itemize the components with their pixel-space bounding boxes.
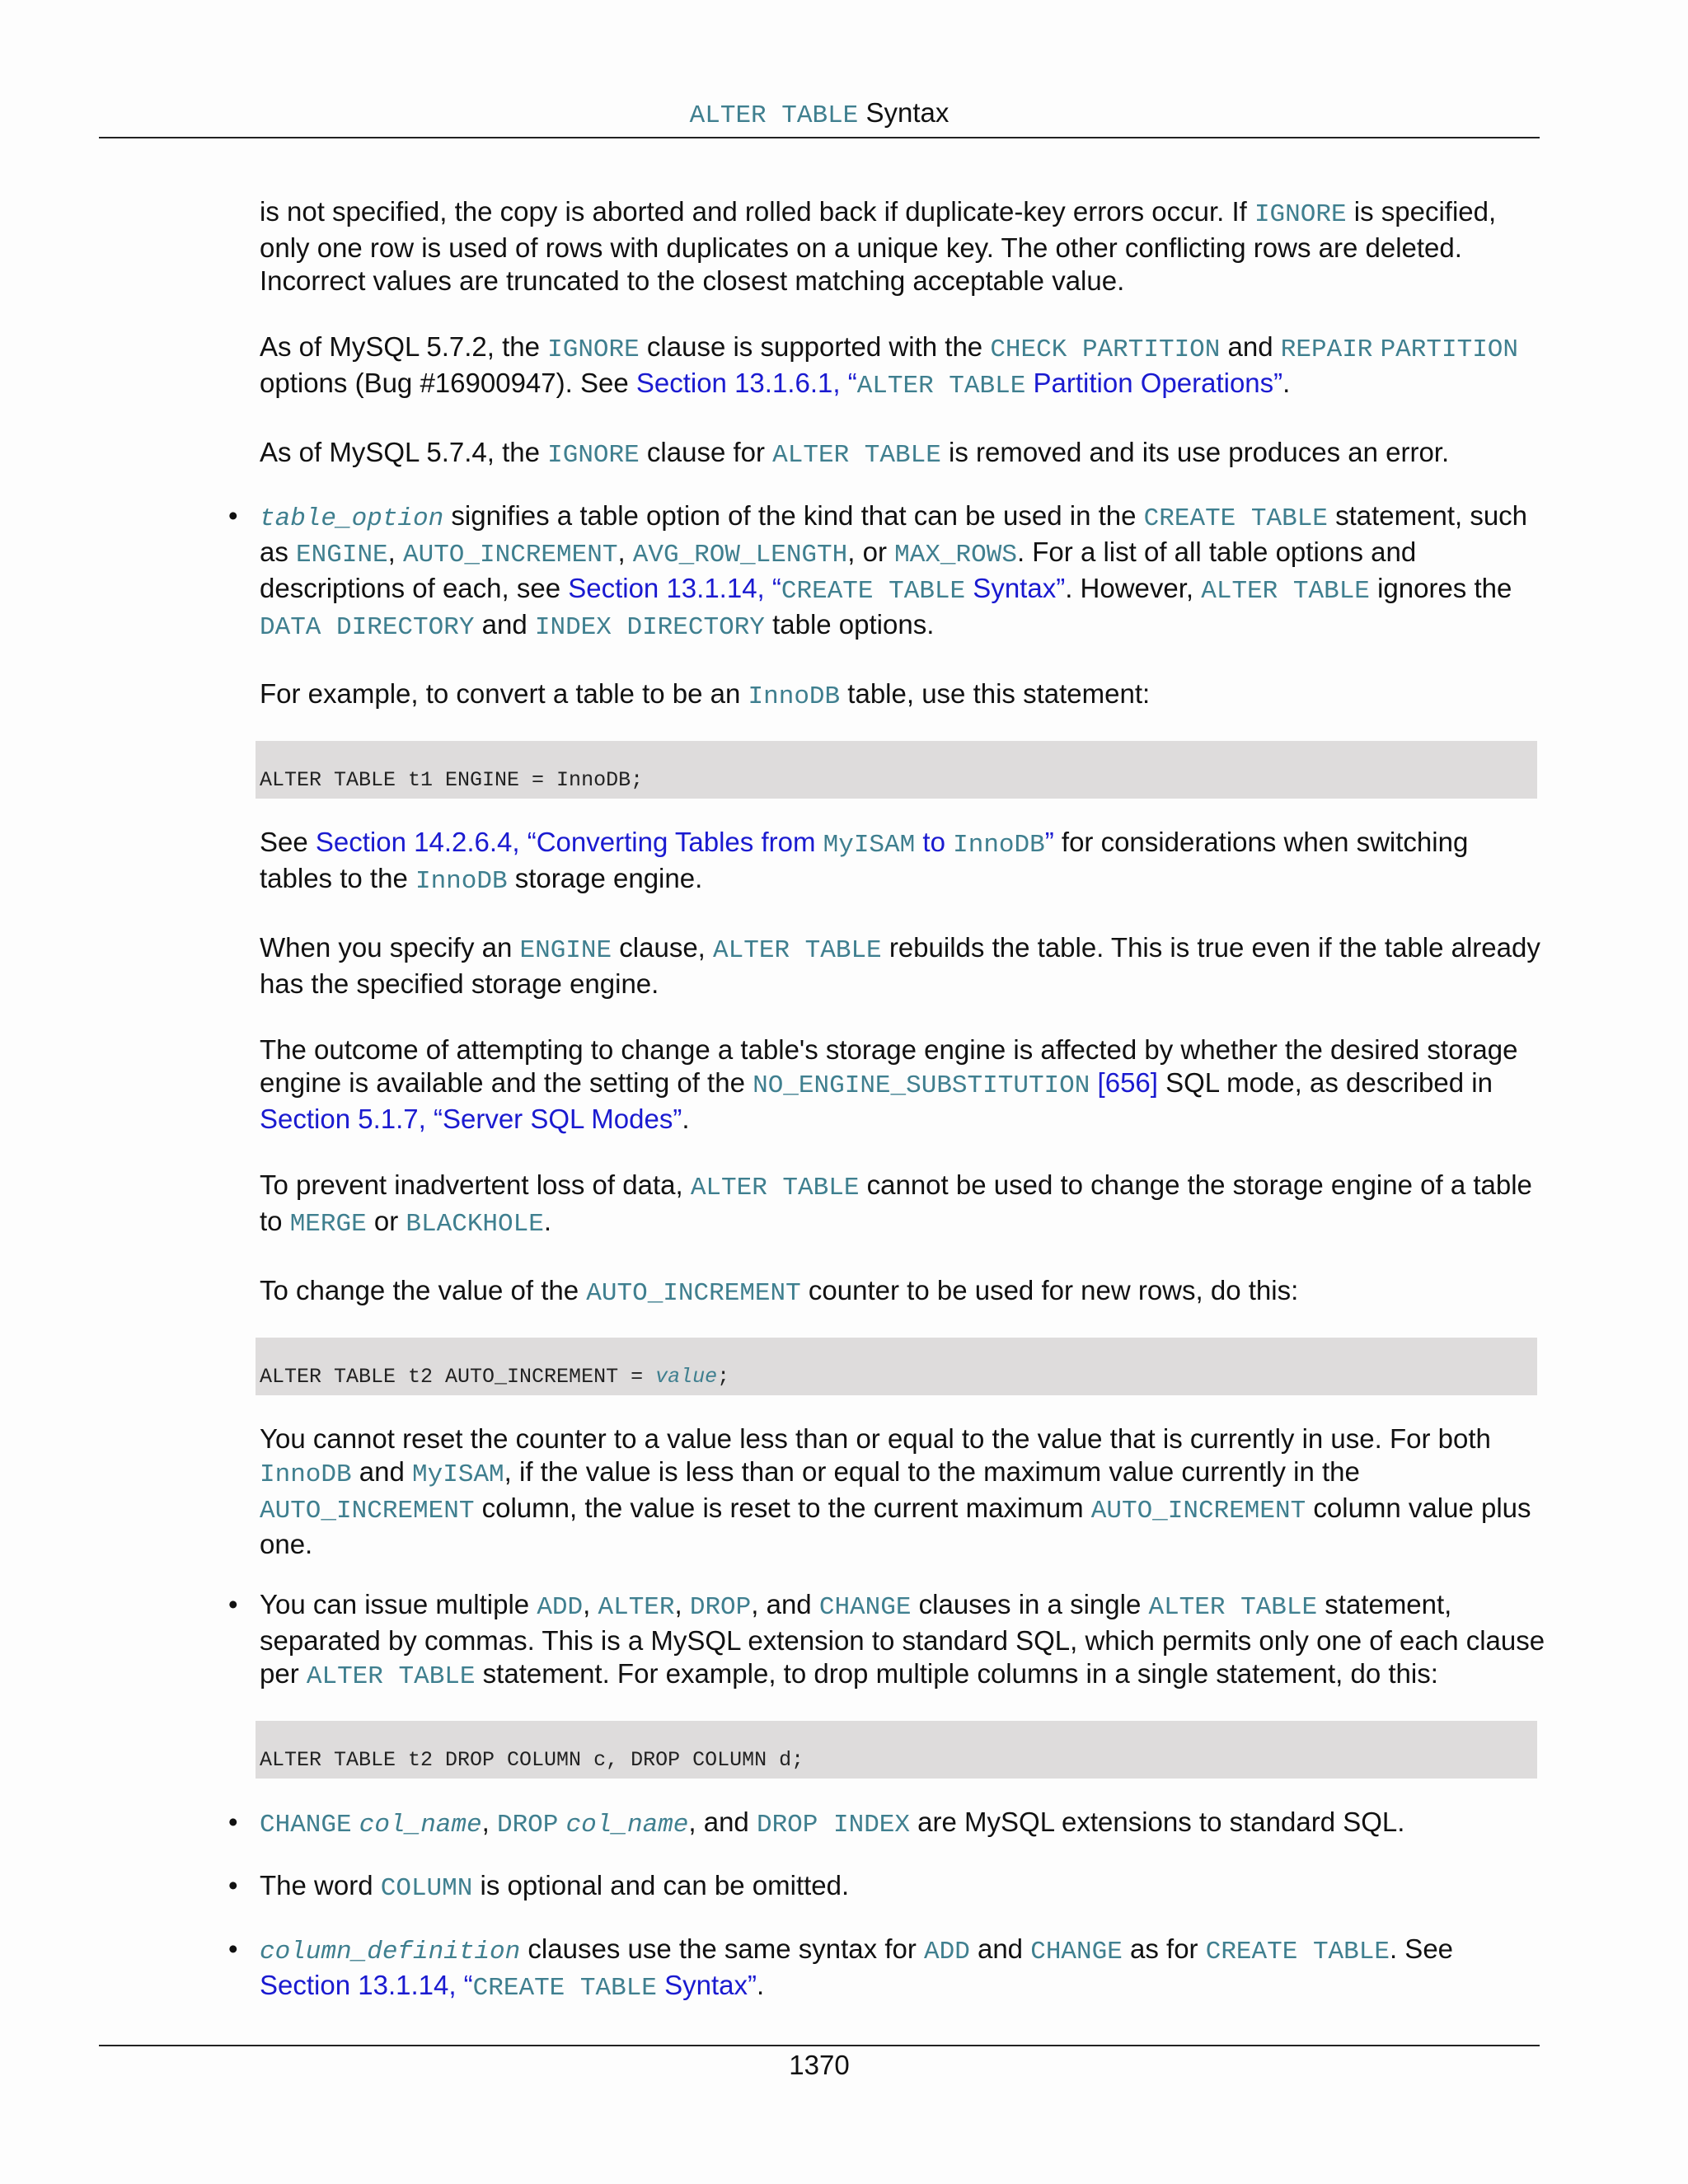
running-header: [99, 97, 1540, 130]
page-body: [260, 195, 1545, 2032]
page-number: 1370: [789, 2050, 850, 2080]
paragraph-ignore-behavior: is not specified, the copy is aborted and rolled back if duplicate-key errors occur. If IGNORE is specified, only one row is used of rows with duplicates on a unique key. The other conflicting rows are deleted. Incorrect values are truncated to the closest matching acceptable value.: [260, 196, 1497, 296]
link-ref-656[interactable]: [656]: [1097, 1067, 1158, 1098]
link-section-14-2-6-4[interactable]: Section 14.2.6.4, “Converting Tables from MyISAM to InnoDB”: [315, 827, 1054, 860]
link-section-13-1-14-b[interactable]: Section 13.1.14, “CREATE TABLE Syntax”: [260, 1970, 757, 2003]
header-text: Syntax: [858, 97, 950, 128]
header-rule: [99, 137, 1540, 138]
link-section-13-1-6-1[interactable]: Section 13.1.6.1, “ALTER TABLE Partition Operations”: [635, 368, 1283, 401]
footer-rule: [99, 2045, 1540, 2046]
list-item-extensions: • CHANGE col_name, DROP col_name, and DROP INDEX are MySQL extensions to standard SQL.: [260, 1806, 1545, 1842]
list-item-column-word: • The word COLUMN is optional and can be omitted.: [260, 1869, 1545, 1905]
code-block-auto-increment: ALTER TABLE t2 AUTO_INCREMENT = value;: [256, 1338, 1537, 1395]
link-section-13-1-14[interactable]: Section 13.1.14, “CREATE TABLE Syntax”: [568, 573, 1066, 606]
code-block-engine: ALTER TABLE t1 ENGINE = InnoDB;: [256, 741, 1537, 799]
header-code: ALTER TABLE: [689, 101, 859, 130]
list-item-column-definition: • column_definition clauses use the same syntax for ADD and CHANGE as for CREATE TABLE. See Section 13.1.14, “CREATE TABLE Syntax”.: [260, 1933, 1545, 2005]
paragraph-5-7-2: As of MySQL 5.7.2, the IGNORE clause is supported with the CHECK PARTITION and REPAIR PARTITION options (Bug #16900947). See Section 13.1.6.1, “ALTER TABLE Partition Operations”.: [260, 331, 1519, 401]
list-item-table-option: • table_option signifies a table option of the kind that can be used in the CREATE TABLE statement, such as ENGINE, AUTO_INCREMENT, AVG_ROW_LENGTH, or MAX_ROWS. For a list of all table options and descriptions of each, see Section 13.1.14, “CREATE TABLE Syntax”. However, ALTER TABLE ignores the DATA DIRECTORY and INDEX DIRECTORY table options. For example, to convert a table to be an InnoDB table, use this statement: ALTER TABLE t1 ENGINE = InnoDB; See Section 14.2.6.4, “Converting Tables from MyISAM to InnoDB” for considerations when switching tables to the InnoDB storage engine. When you specify an ENGINE clause, ALTER TABLE rebuilds the table. This is true even if the table already has the specified storage engine. The outcome of attempting to change a table's storage engine is affected by whether the desired storage engine is available and the setting of the NO_ENGINE_SUBSTITUTION [656] SQL mode, as described in Section 5.1.7, “Server SQL Modes”. To prevent inadvertent loss of data, ALTER TABLE cannot be used to change the storage engine of a table to MERGE or BLACKHOLE. To change the value of the AUTO_INCREMENT counter to be used for new rows, do this: ALTER TABLE t2 AUTO_INCREMENT = value; You cannot reset the counter to a value less than or equal to the value that is currently in use. For both InnoDB and MyISAM, if the value is less than or equal to the maximum value currently in the AUTO_INCREMENT column, the value is reset to the current maximum AUTO_INCREMENT column value plus one.: [260, 499, 1545, 1561]
list-item-multiple-clauses: • You can issue multiple ADD, ALTER, DROP, and CHANGE clauses in a single ALTER TABLE statement, separated by commas. This is a MySQL extension to standard SQL, which permits only one of each clause per ALTER TABLE statement. For example, to drop multiple columns in a single statement, do this: ALTER TABLE t2 DROP COLUMN c, DROP COLUMN d;: [260, 1588, 1545, 1779]
code-block-drop-columns: ALTER TABLE t2 DROP COLUMN c, DROP COLUMN d;: [256, 1721, 1537, 1779]
link-section-5-1-7[interactable]: Section 5.1.7, “Server SQL Modes”: [260, 1104, 682, 1134]
paragraph-5-7-4: As of MySQL 5.7.4, the IGNORE clause for ALTER TABLE is removed and its use produces an error.: [260, 437, 1450, 470]
